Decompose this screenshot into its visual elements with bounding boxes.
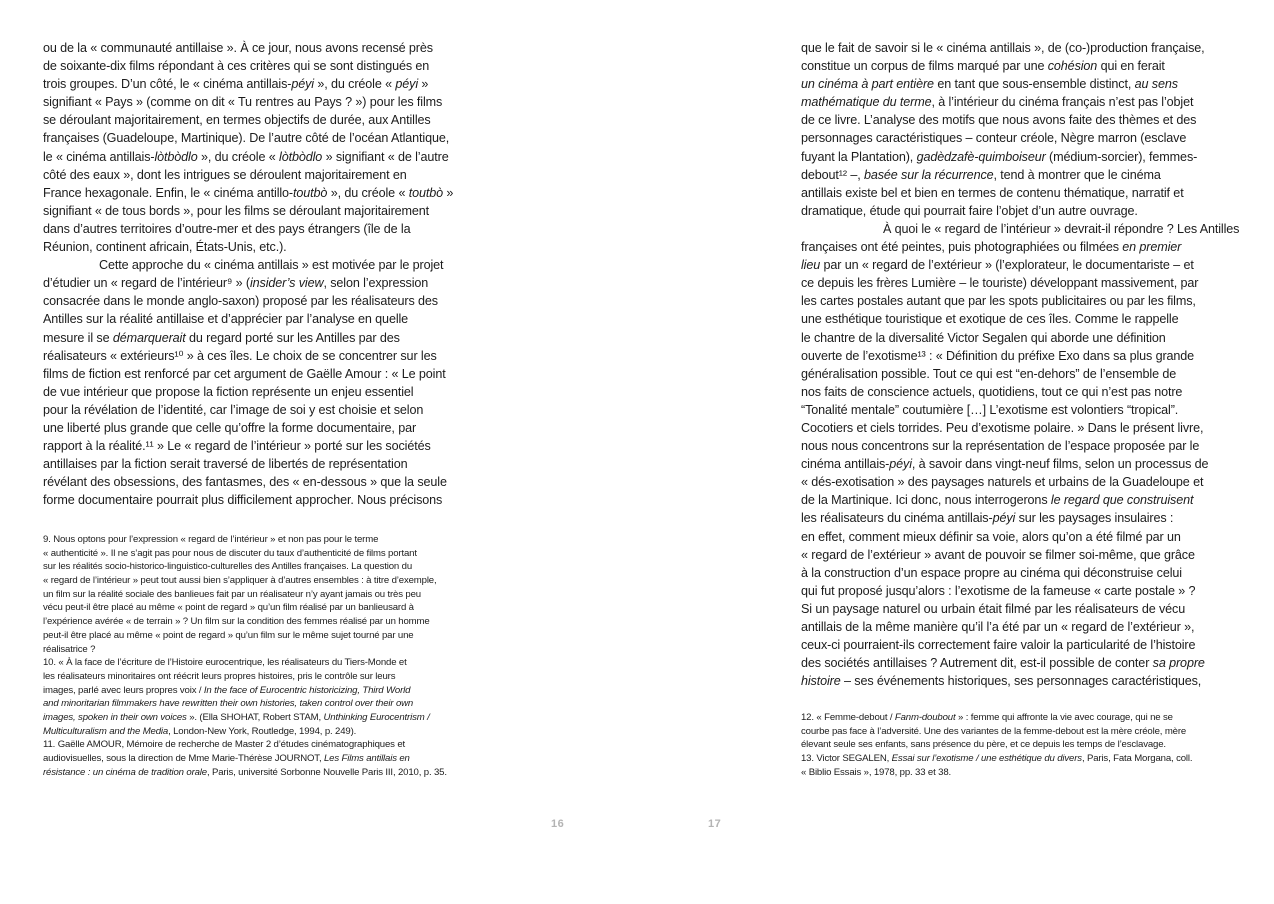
body-text-line: dramatique, étude qui pourrait faire l’objet d’un autre ouvrage. [801,203,1138,218]
footnote-line: réalisatrice ? [43,643,96,655]
body-text-line: antillaises par la fiction serait traversé de libertés de représentation [43,457,408,472]
footnote-line: audiovisuelles, sous la direction de Mme Marie-Thérèse JOURNOT, Les Films antillais en [43,753,410,764]
body-text-line: Cette approche du « cinéma antillais » est motivée par le projet [99,258,444,273]
body-text-line: signifiant « Pays » (comme on dit « Tu rentres au Pays ? ») pour les films [43,95,443,110]
body-text-line: le chantre de la diversalité Victor Segalen qui aborde une définition [801,330,1166,345]
body-text-line: de ce livre. L’analyse des motifs que nous avons faite des thèmes et des [801,113,1197,128]
footnote-line: l’expérience avérée « de terrain » ? Un film sur la condition des femmes réalisé par un homme [43,616,430,628]
body-text-line: françaises ont été peintes, puis photographiées ou filmées en premier [801,240,1182,255]
body-text-line: cinéma antillais-péyi, à savoir dans vingt-neuf films, selon un processus de [801,457,1209,472]
body-text-line: ceux-ci pourraient-ils correctement faire valoir la particularité de l’histoire [801,638,1196,653]
body-text-line: de la Martinique. Ici donc, nous interrogerons le regard que construisent [801,493,1194,508]
body-text-line: Antilles sur la réalité antillaise et d’apprécier par l’analyse en quelle [43,312,409,327]
footnote-line: sur les réalités socio-historico-linguistico-culturelles des Antilles françaises. La question du [43,561,412,573]
body-text-line: ou de la « communauté antillaise ». À ce jour, nous avons recensé près [43,41,433,55]
body-text-line: généralisation possible. Tout ce qui est “en-dehors” de l’ensemble de [801,366,1177,381]
body-text-line: mathématique du terme, à l’intérieur du cinéma français n’est pas l’objet [801,95,1194,110]
body-text-line: pour la révélation de l’identité, car l’image de soi y est choisie et selon [43,402,424,417]
body-text-line: « regard de l’extérieur » avant de pouvoir se filmer soi-même, que grâce [801,547,1195,562]
body-text-line: rapport à la réalité.¹¹ » Le « regard de l’intérieur » porté sur les sociétés [43,439,431,454]
footnote-line: 13. Victor SEGALEN, Essai sur l’exotisme / une esthétique du divers, Paris, Fata Morgana, coll. [801,753,1193,765]
footnote-line: and minoritarian filmmakers have rewritten their own histories, taken control over their own [43,698,414,710]
footnote-line: 11. Gaëlle AMOUR, Mémoire de recherche de Master 2 d’études cinématographiques et [43,739,406,751]
body-text-line: le « cinéma antillais-lòtbòdlo », du créole « lòtbòdlo » signifiant « de l’autre [43,149,449,164]
body-text-line: côté des eaux », dont les intrigues se déroulent majoritairement en [43,167,407,182]
body-text-line: que le fait de savoir si le « cinéma antillais », de (co-)production française, [801,41,1205,55]
body-text-line: nous nous concentrons sur la représentation de l’espace proposée par le [801,439,1200,454]
footnote-line: élevant seule ses enfants, sans présence du père, et ce depuis les temps de l’esclavage. [801,739,1166,751]
body-text-line: debout¹² –, basée sur la récurrence, tend à montrer que le cinéma [801,167,1161,182]
body-text-line: Réunion, continent africain, États-Unis, etc.). [43,240,287,255]
body-text-line: trois groupes. D’un côté, le « cinéma antillais-péyi », du créole « péyi » [43,77,429,92]
body-text-line: consacrée dans le monde anglo-saxon) proposé par les réalisateurs des [43,294,438,309]
body-text-line: ce depuis les frères Lumière – le touriste) développant massivement, par [801,276,1199,291]
body-text-line: les cartes postales autant que par les spots publicitaires ou par les films, [801,294,1196,309]
body-text-line: France hexagonale. Enfin, le « cinéma antillo-toutbò », du créole « toutbò » [43,185,454,200]
body-text-line: signifiant « de tous bords », pour les films se déroulant majoritairement [43,203,430,218]
body-text-line: un cinéma à part entière en tant que sous-ensemble distinct, au sens [801,77,1178,92]
footnote-line: Multiculturalism and the Media, London-New York, Routledge, 1994, p. 249). [43,725,357,737]
page-number-right: 17 [708,818,722,830]
footnote-line: un film sur la réalité sociale des banlieues fait par un réalisateur n’y ayant jamais ou très peu [43,588,421,600]
body-text-line: réalisateurs « extérieurs¹⁰ » à ces îles. Le choix de se concentrer sur les [43,348,437,363]
page-number-left: 16 [551,818,565,830]
left-footnotes [43,533,483,779]
footnote-line: « regard de l’intérieur » peut tout aussi bien s’appliquer à d’autres ensembles : à titre d’exemple, [43,575,437,587]
body-text-line: à la construction d’un espace propre au cinéma qui déconstruise celui [801,565,1182,580]
footnote-line: images, spoken in their own voices ». (Ella SHOHAT, Robert STAM, Unthinking Eurocentrism / [43,711,430,723]
footnote-line: vécu peut-il être placé au même « point de regard » qu’un film réalisé par un banlieusard à [43,602,414,614]
footnote-line: « authenticité ». Il ne s’agit pas pour nous de discuter du taux d’authenticité de films portant [43,547,417,559]
body-text-line: françaises (Guadeloupe, Martinique). De l’autre côté de l’océan Atlantique, [43,131,450,146]
body-text-line: antillais de la même manière qu’il l’a été par un « regard de l’extérieur », [801,620,1195,634]
right-footnotes [801,711,1241,779]
footnote-line: 12. « Femme-debout / Fanm-doubout » : femme qui affronte la vie avec courage, qui ne se [801,712,1173,723]
footnote-line: peut-il être placé au même « point de regard » qu’un film sur le même sujet tourné par une [43,629,414,641]
body-text-line: se déroulant majoritairement, en termes objectifs de durée, aux Antilles [43,113,431,128]
footnote-line: « Biblio Essais », 1978, pp. 33 et 38. [801,766,952,778]
body-text-line: Si un paysage naturel ou urbain était filmé par les réalisateurs de vécu [801,601,1186,616]
body-text-line: de soixante-dix films répondant à ces critères qui se sont distingués en [43,59,430,74]
body-text-line: qui fut proposé jusqu’alors : l’exotisme de la fameuse « carte postale » ? [801,583,1196,598]
body-text-line: histoire – ses événements historiques, ses personnages caractéristiques, [801,674,1202,689]
body-text-line: ouverte de l’exotisme¹³ : « Définition du préfixe Exo dans sa plus grande [801,348,1195,363]
body-text-line: une esthétique touristique et exotique de ces îles. Comme le rappelle [801,312,1179,327]
body-text-line: forme documentaire pourrait plus difficilement approcher. Nous précisons [43,493,443,508]
body-text-line: révélant des obsessions, des fantasmes, des « en-dessous » que la seule [43,475,447,490]
body-text-line: antillais existe bel et bien en termes de contenu thématique, narratif et [801,185,1184,200]
left-body-text [43,39,471,509]
right-body-text [801,39,1240,690]
footnote-line: images, parlé avec leurs propres voix / In the face of Eurocentric historicizing, Third World [43,684,411,696]
body-text-line: dans d’autres territoires d’outre-mer et des pays étrangers (île de la [43,221,411,236]
body-text-line: de vue intérieur que propose la fiction représente un enjeu essentiel [43,384,414,399]
body-text-line: une liberté plus grande que celle qu’offre la forme documentaire, par [43,420,417,435]
body-text-line: d’étudier un « regard de l’intérieur⁹ » (insider’s view, selon l’expression [43,276,429,291]
body-text-line: personnages caractéristiques – conteur créole, Nègre marron (esclave [801,131,1187,146]
right-page [637,0,1274,904]
body-text-line: “Tonalité mentale” coutumière […] L’exotisme est volontiers “tropical”. [801,402,1179,417]
body-text-line: en effet, comment mieux définir sa voie, alors qu’on a été filmé par un [801,529,1181,544]
footnote-line: les réalisateurs minoritaires ont réécrit leurs propres histoires, pris le contrôle sur leurs [43,670,396,682]
body-text-line: mesure il se démarquerait du regard porté sur les Antilles par des [43,330,400,345]
body-text-line: des sociétés antillaises ? Autrement dit, est-il possible de conter sa propre [801,656,1205,671]
body-text-line: fuyant la Plantation), gadèdzafè-quimboiseur (médium-sorcier), femmes- [801,149,1198,164]
body-text-line: films de fiction est renforcé par cet argument de Gaëlle Amour : « Le point [43,366,446,381]
body-text-line: À quoi le « regard de l’intérieur » devrait-il répondre ? Les Antilles [883,221,1240,236]
footnote-line: résistance : un cinéma de tradition orale, Paris, université Sorbonne Nouvelle Paris III, 2010, p. 35. [43,766,447,778]
body-text-line: Cocotiers et ciels torrides. Peu d’exotisme polaire. » Dans le présent livre, [801,420,1204,435]
footnote-line: 10. « À la face de l’écriture de l’Histoire eurocentrique, les réalisateurs du Tiers-Monde et [43,657,407,669]
body-text-line: les réalisateurs du cinéma antillais-péyi sur les paysages insulaires : [801,511,1174,526]
body-text-line: nos faits de conscience actuels, quotidiens, tout ce qui n’est pas notre [801,384,1183,399]
body-text-line: « dés-exotisation » des paysages naturels et urbains de la Guadeloupe et [801,475,1204,490]
body-text-line: constitue un corpus de films marqué par une cohésion qui en ferait [801,59,1165,74]
footnote-line: courbe pas face à l’adversité. Une des variantes de la femme-debout est la mère créole, mère [801,725,1187,737]
footnote-line: 9. Nous optons pour l’expression « regard de l’intérieur » et non pas pour le terme [43,534,379,545]
body-text-line: lieu par un « regard de l’extérieur » (l’explorateur, le documentariste – et [801,258,1194,273]
